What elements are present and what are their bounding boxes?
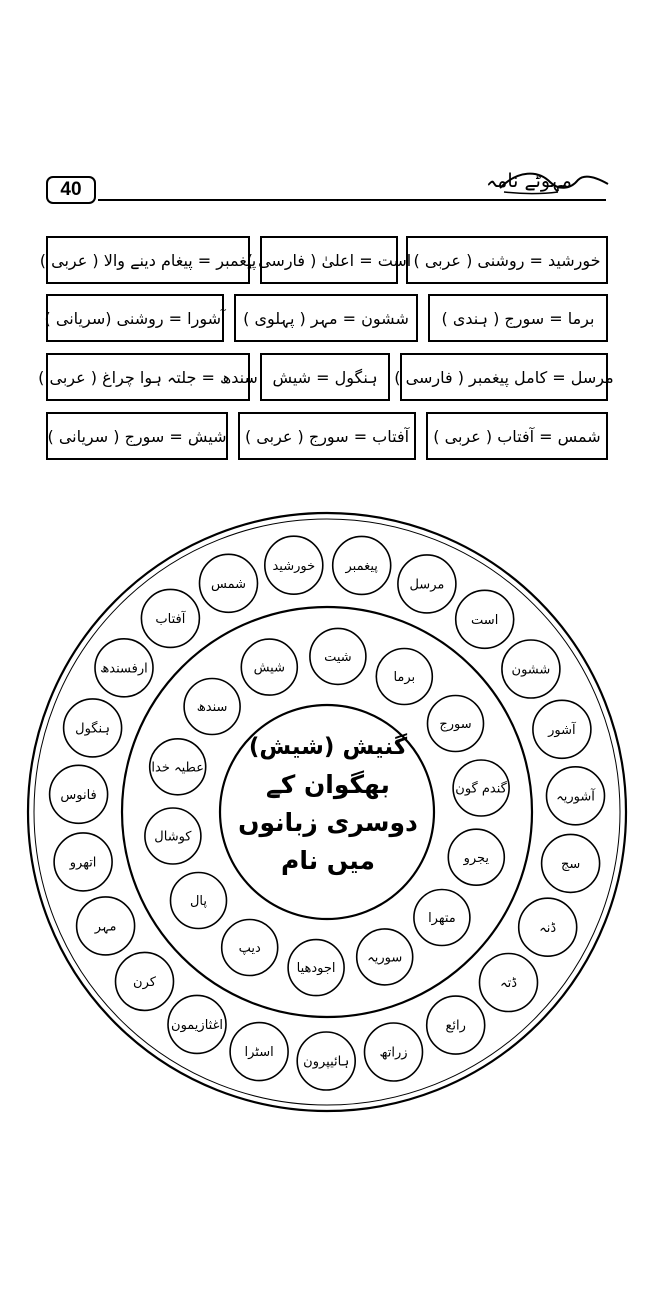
outer-ring-name-label: فانوس [60, 787, 97, 803]
outer-ring-name-label: است [471, 612, 499, 628]
definition-box: پیغمبر = پیغام دینے والا ( عربی ) [46, 236, 250, 284]
definition-box: ششون = مہر ( پہلوی ) [234, 294, 418, 342]
outer-ring-name-label: ڈنہ [539, 920, 557, 936]
inner-ring-name-label: شیش [253, 660, 285, 676]
inner-ring-name-label: شیت [324, 649, 352, 665]
inner-ring-name-label: برما [393, 670, 416, 686]
outer-ring-name-label: خورشید [272, 558, 316, 574]
outer-ring-name-label: مہر [94, 919, 117, 935]
definition-box: است = اعلیٰ ( فارسی ) [260, 236, 398, 284]
outer-ring-name-label: ہنگول [75, 721, 111, 737]
book-title: مہوٹے نامہ [486, 170, 572, 192]
inner-ring-name-label: کوشال [154, 829, 192, 845]
inner-ring-name-label: سوریہ [367, 950, 403, 966]
inner-ring-name-label: پال [189, 894, 208, 910]
outer-ring-name-label: زراتھ [379, 1045, 408, 1061]
outer-ring-name-label: اسٹرا [244, 1045, 274, 1061]
definition-box: شمس = آفتاب ( عربی ) [426, 412, 608, 460]
page-number: 40 [46, 176, 96, 204]
outer-ring-name-label: اتھرو [69, 855, 97, 871]
outer-ring-name-label: ڈتہ [499, 976, 518, 992]
inner-ring-name-label: گندم گون [455, 781, 507, 797]
definition-box: خورشید = روشنی ( عربی ) [406, 236, 608, 284]
outer-ring-name-label: آشوریہ [556, 789, 595, 805]
inner-ring-name-label: یجرو [463, 850, 490, 866]
center-title-line: گنیش (شیش) [248, 734, 408, 760]
definition-box: برما = سورج ( ہندی ) [428, 294, 608, 342]
inner-ring-name-label: متھرا [428, 911, 456, 927]
outer-ring-name-label: اغثازیمون [171, 1017, 223, 1033]
outer-ring-name-label: سج [560, 857, 581, 872]
center-title-line: دوسری زبانوں [238, 808, 418, 837]
outer-ring-name-label: شمس [211, 576, 246, 592]
outer-ring-name-label: ارفسندھ [100, 661, 148, 677]
definition-box: سندھ = جلتہ ہوا چراغ ( عربی ) [46, 353, 250, 401]
center-title-line: میں نام [281, 846, 375, 875]
definition-box: مرسل = کامل پیغمبر ( فارسی ) [400, 353, 608, 401]
outer-ring-name-label: پیغمبر [345, 559, 378, 574]
outer-ring-name-label: مرسل [409, 577, 445, 593]
outer-ring-name-label: آفتاب [155, 611, 186, 627]
outer-ring-name-label: کرن [133, 975, 156, 990]
inner-ring-name-label: سورج [439, 717, 472, 732]
center-title-line: بھگوان کے [266, 770, 390, 799]
inner-ring-name-label: سندھ [196, 700, 228, 715]
definition-box: ہنگول = شیش [260, 353, 390, 401]
outer-ring-name-label: آشور [548, 722, 576, 738]
center-title [222, 728, 434, 880]
definition-box: شیش = سورج ( سریانی ) [46, 412, 228, 460]
outer-ring-name-label: ہائیپرون [303, 1054, 350, 1070]
definition-box: آفتاب = سورج ( عربی ) [238, 412, 416, 460]
outer-ring-name-label: رائع [445, 1018, 466, 1034]
inner-ring-name-label: عطیہ خدا [151, 760, 204, 776]
outer-ring-name-label: ششون [511, 662, 551, 678]
inner-ring-name-label: اجودھیا [296, 961, 336, 977]
definition-box: آشورا = روشنی (سریانی ) [46, 294, 224, 342]
inner-ring-name-label: دیپ [238, 941, 261, 956]
